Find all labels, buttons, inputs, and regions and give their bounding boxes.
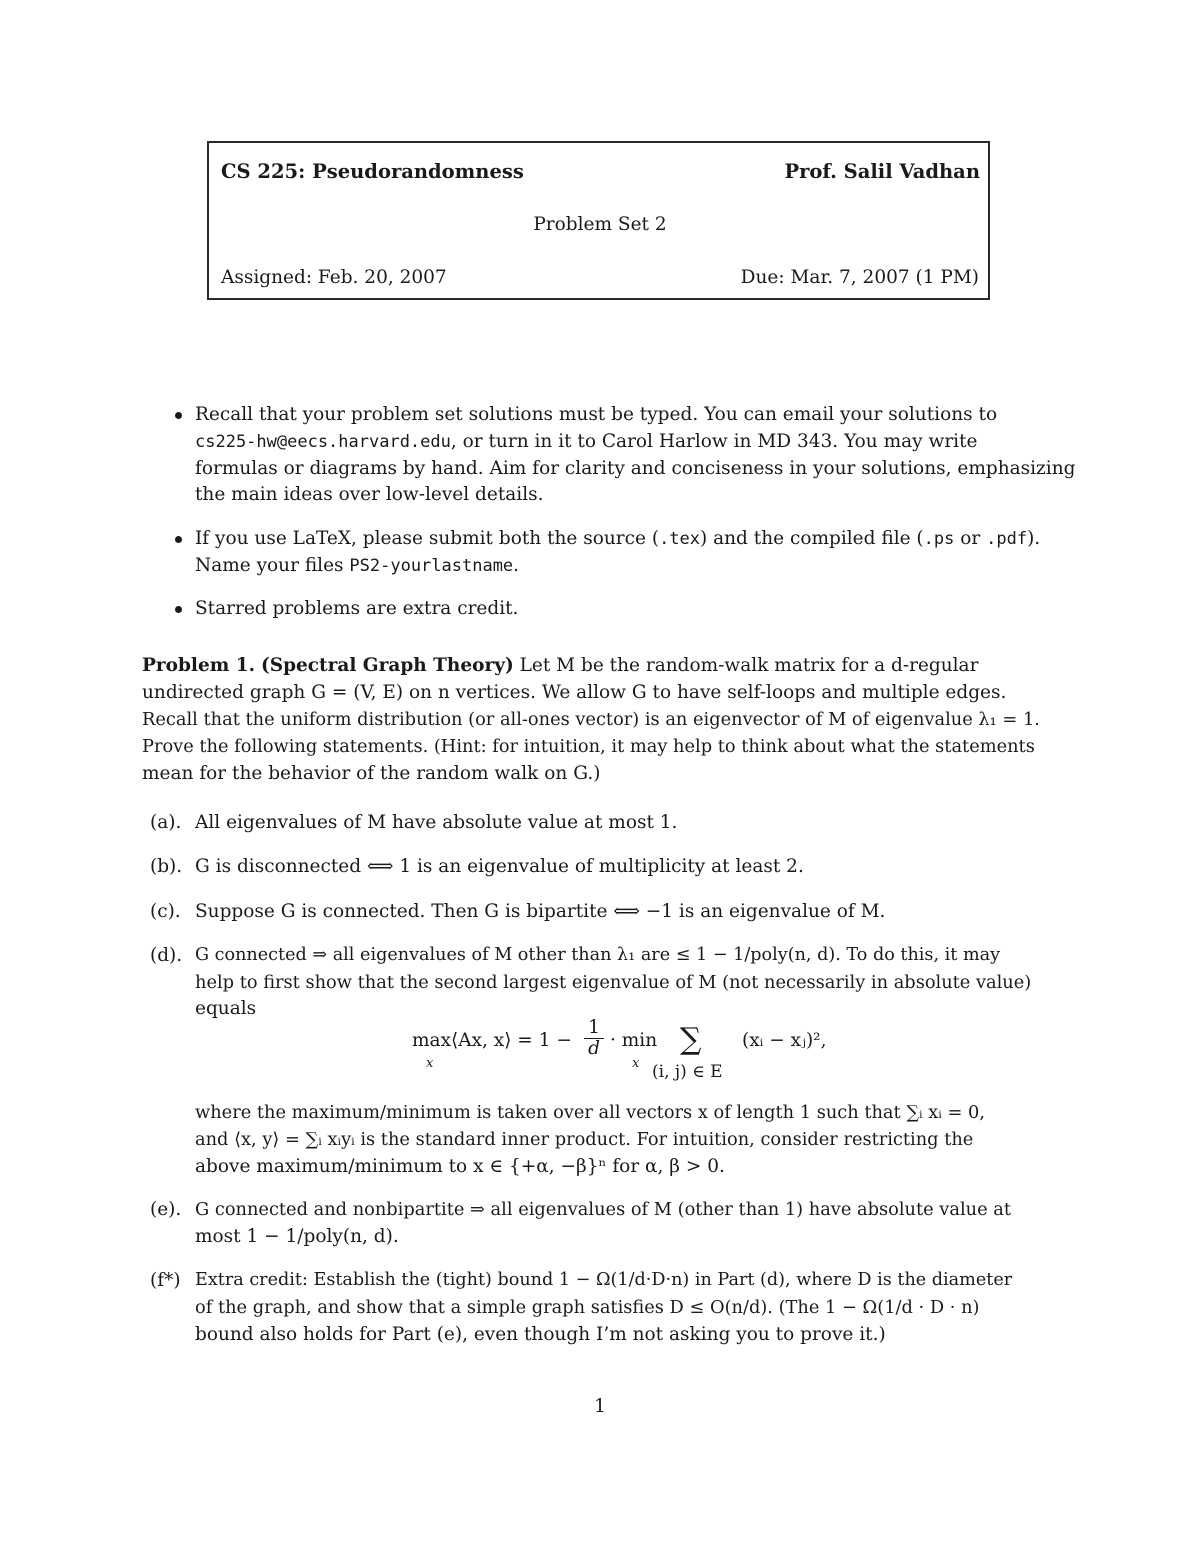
bullet-icon xyxy=(175,536,182,543)
part-text: G is disconnected ⟺ 1 is an eigenvalue of multiplicity at least 2. xyxy=(195,856,804,877)
display-equation: max⟨Ax, x⟩ = 1 − x $\frac{1}{d}$ · min x ∑ (i, j) ∈ E (xᵢ − xⱼ)², xyxy=(412,1017,827,1082)
assigned-date: Assigned: Feb. 20, 2007 xyxy=(221,267,447,288)
part-label: (b). xyxy=(150,856,183,877)
page-number: 1 xyxy=(594,1396,606,1417)
part-label: (f*) xyxy=(150,1270,181,1291)
part-text: of the graph, and show that a simple graph satisfies D ≤ O(n/d). (The 1 − Ω(1/d · D · n) xyxy=(195,1297,980,1318)
problem-text: Prove the following statements. (Hint: for intuition, it may help to think about what the statements xyxy=(142,736,1035,757)
instruction-line: Recall that your problem set solutions must be typed. You can email your solutions to xyxy=(195,404,998,425)
problem-label: Problem 1. xyxy=(142,655,256,676)
part-text: and ⟨x, y⟩ = ∑ᵢ xᵢyᵢ is the standard inner product. For intuition, consider restricting the xyxy=(195,1129,974,1150)
part-label: (c). xyxy=(150,901,181,922)
bullet-icon xyxy=(175,412,182,419)
part-text: Suppose G is connected. Then G is bipartite ⟺ −1 is an eigenvalue of M. xyxy=(195,901,886,922)
instruction-line: If you use LaTeX, please submit both the source (.tex) and the compiled file (.ps or .pdf). xyxy=(195,528,1041,549)
due-date: Due: Mar. 7, 2007 (1 PM) xyxy=(740,267,979,288)
instruction-line: the main ideas over low-level details. xyxy=(195,484,544,505)
problem-text: undirected graph G = (V, E) on n vertices. We allow G to have self-loops and multiple edges. xyxy=(142,682,1007,703)
course-title: CS 225: Pseudorandomness xyxy=(221,160,524,183)
part-label: (a). xyxy=(150,812,182,833)
email-address: cs225-hw@eecs.harvard.edu xyxy=(195,432,451,452)
part-text: G connected and nonbipartite ⇒ all eigenvalues of M (other than 1) have absolute value at xyxy=(195,1199,1012,1220)
instruction-line: formulas or diagrams by hand. Aim for clarity and conciseness in your solutions, emphasizing xyxy=(195,458,1076,479)
part-text: most 1 − 1/poly(n, d). xyxy=(195,1226,399,1247)
filename: PS2-yourlastname xyxy=(349,556,514,576)
problem-text: Recall that the uniform distribution (or all-ones vector) is an eigenvector of M of eigenvalue λ₁ = 1. xyxy=(142,709,1040,730)
problem-heading: Problem 1. (Spectral Graph Theory) Let M be the random-walk matrix for a d-regular xyxy=(142,655,979,676)
instruction-line: Starred problems are extra credit. xyxy=(195,598,519,619)
part-text: above maximum/minimum to x ∈ {+α, −β}ⁿ for α, β > 0. xyxy=(195,1156,725,1177)
part-text: help to first show that the second largest eigenvalue of M (not necessarily in absolute value) xyxy=(195,972,1032,993)
part-text: where the maximum/minimum is taken over all vectors x of length 1 such that ∑ᵢ xᵢ = 0, xyxy=(195,1102,986,1123)
latex-logo: LaTeX xyxy=(292,528,352,549)
instruction-line: Name your files PS2-yourlastname. xyxy=(195,555,520,576)
part-text: bound also holds for Part (e), even though I’m not asking you to prove it.) xyxy=(195,1324,886,1345)
part-label: (e). xyxy=(150,1199,182,1220)
professor-name: Prof. Salil Vadhan xyxy=(784,160,980,183)
part-text: All eigenvalues of M have absolute value at most 1. xyxy=(195,812,678,833)
part-text: equals xyxy=(195,998,257,1019)
problem-text: mean for the behavior of the random walk on G.) xyxy=(142,763,601,784)
problem-set-title: Problem Set 2 xyxy=(533,214,667,235)
part-text: Extra credit: Establish the (tight) bound 1 − Ω(1/d·D·n) in Part (d), where D is the diameter xyxy=(195,1270,1013,1290)
bullet-icon xyxy=(175,606,182,613)
problem-topic: (Spectral Graph Theory) xyxy=(260,655,514,676)
instruction-line: cs225-hw@eecs.harvard.edu, or turn in it to Carol Harlow in MD 343. You may write xyxy=(195,431,978,452)
part-text: G connected ⇒ all eigenvalues of M other than λ₁ are ≤ 1 − 1/poly(n, d). To do this, it may xyxy=(195,945,1001,965)
part-label: (d). xyxy=(150,945,183,966)
